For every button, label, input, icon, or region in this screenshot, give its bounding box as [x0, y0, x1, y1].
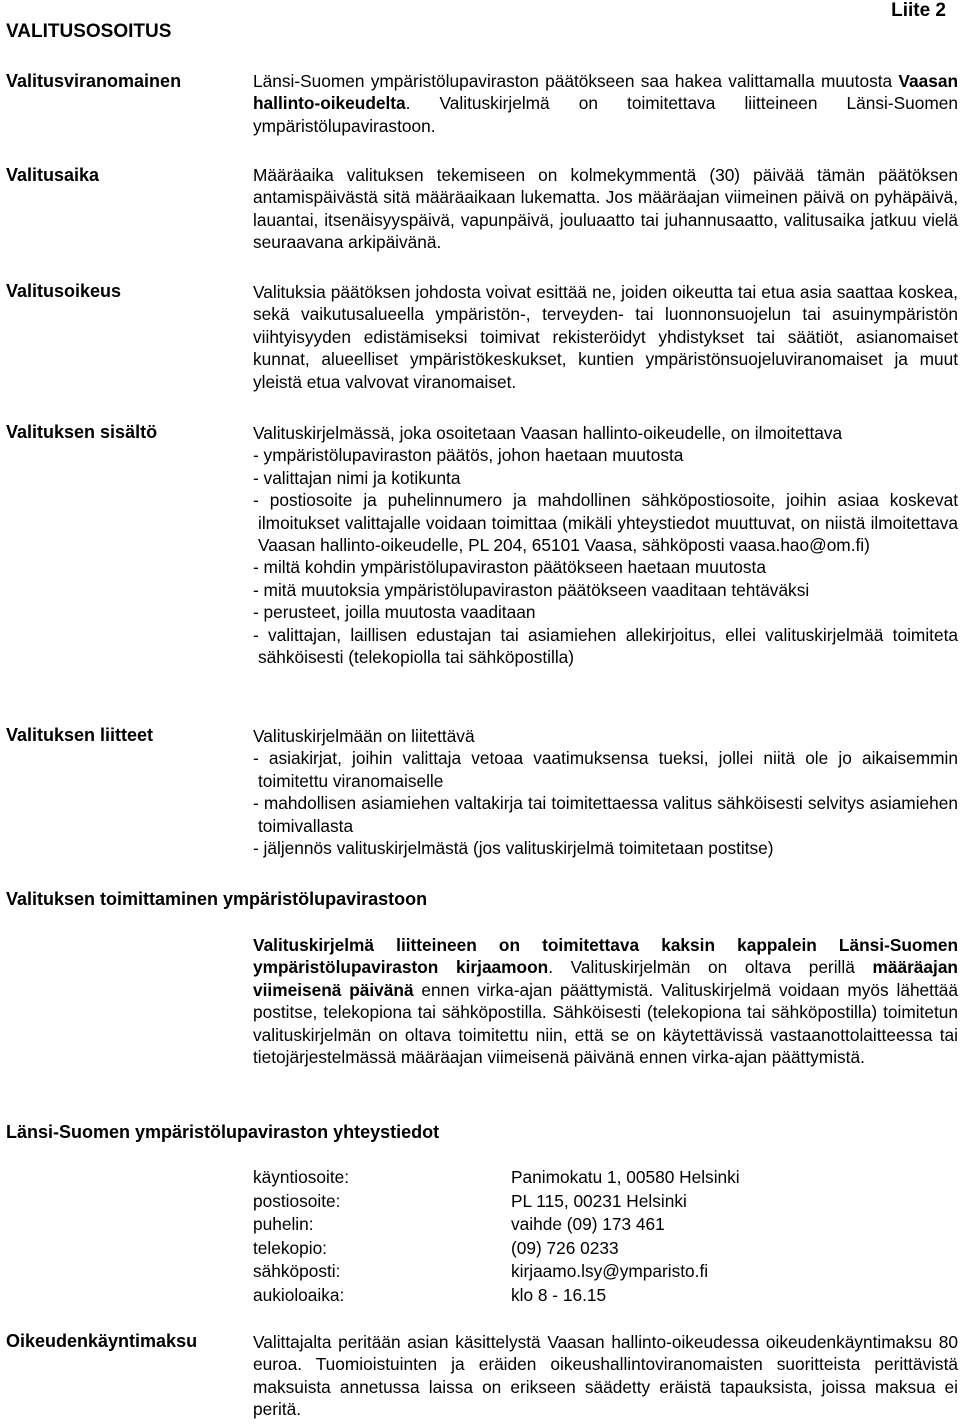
content-intro: Valituskirjelmässä, joka osoitetaan Vaasan hallinto-oikeudelle, on ilmoitettava	[253, 423, 843, 443]
section-label-content: Valituksen sisältö	[6, 422, 158, 442]
delivery-bold-1: Valituskirjelmä liitteineen on toimitettava kaksin kappalein Länsi-Suomen ympäristölupaviraston kirjaamoon	[253, 935, 958, 978]
authority-text-2: . Valituskirjelmä on toimitettava liitteineen Länsi-Suomen ympäristölupavirastoon.	[253, 93, 958, 136]
section-label-right: Valitusoikeus	[6, 281, 122, 301]
contact-value: klo 8 - 16.15	[511, 1284, 607, 1305]
table-row	[253, 1213, 740, 1237]
contact-value: Panimokatu 1, 00580 Helsinki	[511, 1167, 740, 1187]
contact-block	[253, 1166, 958, 1308]
section-text-right: Valituksia päätöksen johdosta voivat esittää ne, joiden oikeutta tai etua asia saattaa koskea, sekä vaikutusalueella ympäristön-, terveyden- tai luonnonsuojelun tai asuinympäristön viihtyisyyden edistämiseksi toimivat rekisteröidyt yhdistykset tai säätiöt, asianomaiset kunnat, alueelliset ympäristökeskukset, kuntien ympäristönsuojeluviranomaiset ja muut yleistä etua valvovat viranomaiset.	[253, 282, 958, 392]
section-label-attachments: Valituksen liitteet	[6, 725, 154, 745]
contact-value: (09) 726 0233	[511, 1237, 619, 1258]
list-item: - valittajan nimi ja kotikunta	[253, 467, 461, 488]
section-heading-contact: Länsi-Suomen ympäristölupaviraston yhteystiedot	[6, 1122, 440, 1142]
attachments-list	[253, 747, 958, 859]
contact-key: sähköposti:	[253, 1261, 341, 1282]
table-row	[253, 1166, 740, 1190]
table-row	[253, 1190, 740, 1214]
section-text-authority	[253, 70, 958, 137]
delivery-text-1: . Valituskirjelmän on oltava perillä	[548, 957, 873, 978]
authority-court-name: Vaasan hallinto-oikeudelta	[253, 71, 958, 114]
list-item: - mitä muutoksia ympäristölupaviraston päätökseen vaaditaan tehtäväksi	[253, 579, 810, 600]
contact-table	[253, 1166, 740, 1308]
section-heading-delivery: Valituksen toimittaminen ympäristölupavirastoon	[6, 889, 428, 909]
section-label-fee: Oikeudenkäyntimaksu	[6, 1331, 198, 1351]
list-item: - mahdollisen asiamiehen valtakirja tai toimitettaessa valitus sähköisesti selvitys asiamiehen toimivallasta	[253, 793, 958, 836]
list-item: - postiosoite ja puhelinnumero ja mahdollinen sähköpostiosoite, joihin asiaa koskevat ilmoitukset valittajalle voidaan toimittaa (mikäli yhteystiedot muuttuvat, on niistä ilmoitettava Vaasan hallinto-oikeudelle, PL 204, 65101 Vaasa, sähköposti vaasa.hao@om.fi)	[253, 490, 958, 556]
list-item: - valittajan, laillisen edustajan tai asiamiehen allekirjoitus, ellei valituskirjelmää toimiteta sähköisesti (telekopiolla tai sähköpostilla)	[253, 624, 958, 668]
section-text-period: Määräaika valituksen tekemiseen on kolmekymmentä (30) päivää tämän päätöksen antamispäivästä sitä määräaikaan lukematta. Jos määräajan viimeinen päivä on pyhäpäivä, lauantai, itsenäisyyspäivä, vapunpäivä, jouluaatto tai juhannusaatto, valitusaika jatkuu vielä seuraavana arkipäivänä.	[253, 165, 958, 253]
section-label-authority: Valitusviranomainen	[6, 71, 182, 91]
appendix-label: Liite 2	[891, 0, 946, 21]
delivery-bold-2: määräajan viimeisenä päivänä	[253, 957, 958, 1000]
section-text-attachments	[253, 725, 958, 859]
section-label-period: Valitusaika	[6, 165, 100, 185]
table-row	[253, 1284, 740, 1308]
section-text-delivery	[253, 934, 958, 1068]
list-item: - asiakirjat, joihin valittaja vetoaa vaatimuksensa tueksi, jollei niitä ole jo aikaisemmin toimitettu viranomaiselle	[253, 748, 958, 791]
contact-key: postiosoite:	[253, 1190, 341, 1211]
table-row	[253, 1237, 740, 1261]
section-text-fee: Valittajalta peritään asian käsittelystä Vaasan hallinto-oikeudessa oikeudenkäyntimaksu 80 euroa. Tuomioistuinten ja eräiden oikeushallintoviranomaisten suoritteista perittävistä maksuista annetussa laissa on erikseen säädetty eräistä tapauksista, joissa maksua ei peritä.	[253, 1332, 958, 1420]
list-item: - miltä kohdin ympäristölupaviraston päätökseen haetaan muutosta	[253, 557, 766, 578]
delivery-text-2: ennen virka-ajan päättymistä. Valituskirjelmä voidaan myös lähettää postitse, telekopiona tai sähköpostilla. Sähköisesti (telekopiona tai sähköpostilla) toimitetun valituskirjelmän on oltava toimitettu niin, että se on käytettävissä vastaanottolaitteessa tai tietojärjestelmässä määräajan viimeisenä päivänä ennen virka-ajan päättymistä.	[253, 979, 958, 1068]
contact-value: vaihde (09) 173 461	[511, 1214, 665, 1235]
attachments-intro: Valituskirjelmään on liitettävä	[253, 726, 475, 746]
contact-value: PL 115, 00231 Helsinki	[511, 1190, 687, 1211]
list-item: - jäljennös valituskirjelmästä (jos valituskirjelmä toimitetaan postitse)	[253, 838, 774, 859]
contact-key: käyntiosoite:	[253, 1167, 350, 1187]
contact-key: aukioloaika:	[253, 1284, 345, 1305]
page-title: VALITUSOSOITUS	[6, 21, 172, 42]
table-row	[253, 1260, 740, 1284]
authority-text-1: Länsi-Suomen ympäristölupaviraston päätökseen saa hakea valittamalla muutosta	[253, 71, 899, 91]
content-list	[253, 444, 958, 668]
section-text-content	[253, 422, 958, 668]
list-item: - ympäristölupaviraston päätös, johon haetaan muutosta	[253, 445, 684, 466]
contact-key: puhelin:	[253, 1214, 314, 1235]
contact-key: telekopio:	[253, 1237, 327, 1258]
list-item: - perusteet, joilla muutosta vaaditaan	[253, 602, 536, 623]
contact-value-email: kirjaamo.lsy@ymparisto.fi	[511, 1261, 709, 1282]
